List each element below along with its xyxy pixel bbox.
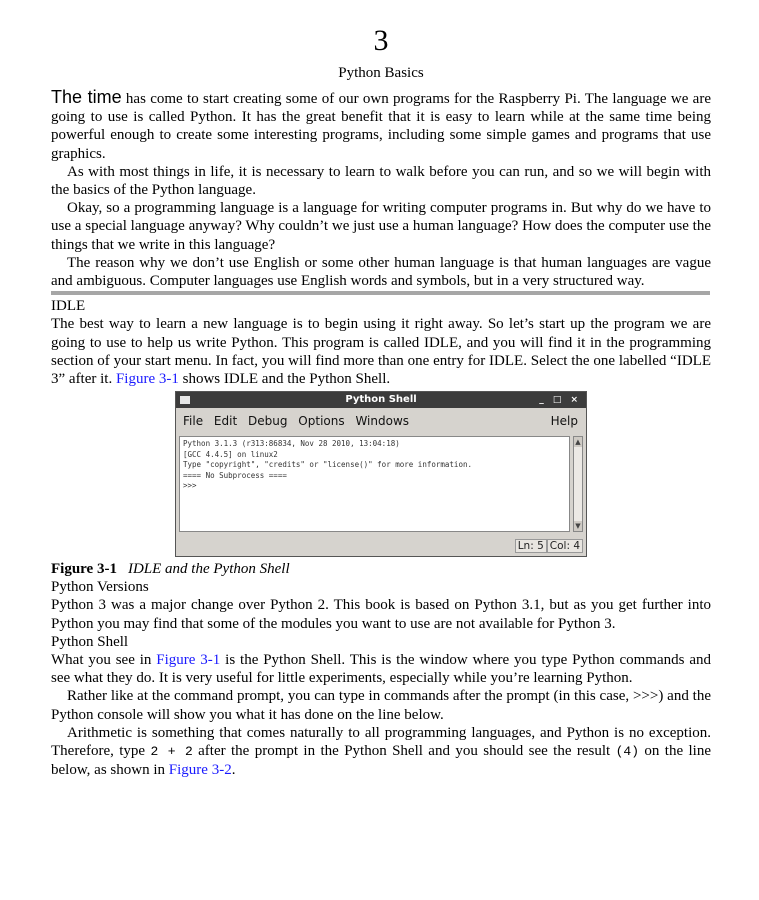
vertical-scrollbar[interactable] [573, 436, 583, 532]
versions-paragraph: Python 3 was a major change over Python 2. This book is based on Python 3.1, but as you get further into Python you may find that some of the modules you want to use are not available for Python 3. [51, 597, 711, 632]
shell-statusbar [515, 539, 583, 553]
shell-paragraph-3 [51, 724, 711, 780]
status-line: Ln: 5 [515, 539, 547, 553]
shell-titlebar [176, 392, 586, 408]
idle-heading: IDLE [51, 298, 86, 315]
menu-edit[interactable]: Edit [213, 414, 238, 429]
page [51, 0, 711, 779]
figure-caption [51, 560, 711, 578]
intro-paragraph-1 [51, 88, 711, 163]
menu-options[interactable]: Options [298, 414, 345, 429]
shell-line: Python 3.1.3 (r313:86834, Nov 28 2010, 13:04:18) [183, 439, 400, 449]
shell-line: Type "copyright", "credits" or "license()" for more information. [183, 460, 472, 470]
menu-windows[interactable]: Windows [355, 414, 410, 429]
chapter-title: Python Basics [338, 65, 424, 81]
menu-file[interactable]: File [183, 414, 204, 429]
chapter-number: 3 [373, 24, 389, 57]
figure-3-1-link[interactable]: Figure 3-1 [156, 652, 221, 669]
shell-p3-a: Arithmetic is something that comes naturally to all programming languages, and Python is no exception. Therefore, type [51, 724, 711, 760]
shell-title: Python Shell [345, 394, 417, 406]
status-column: Col: 4 [547, 539, 583, 553]
scroll-up-icon[interactable]: ▲ [575, 438, 581, 447]
shell-line: [GCC 4.4.5] on linux2 [183, 449, 278, 459]
intro-paragraph-3: Okay, so a programming language is a language for writing computer programs in. But why do we have to use a special language anyway? Why couldn’t we just use a human language? How does the computer use the things that we write in this language? [51, 200, 711, 253]
idle-paragraph [51, 315, 711, 388]
idle-text-a: The best way to learn a new language is to begin using it right away. So let’s start up the program we are going to use to help us write Python. This program is called IDLE, and you will find it in the programming section of your start menu. In fact, you will find more than one entry for IDLE. Select the one labelled “IDLE 3” after it. [51, 316, 711, 388]
intro-lead: The time [51, 87, 122, 107]
shell-paragraph-1 [51, 651, 711, 687]
code-result: (4) [615, 744, 639, 760]
shell-paragraph-2: Rather like at the command prompt, you can type in commands after the prompt (in this case, >>>) and the Python console will show you what it has done on the line below. [51, 688, 711, 723]
code-2-plus-2: 2 + 2 [150, 744, 193, 760]
idle-text-b: shows IDLE and the Python Shell. [178, 371, 391, 388]
figure-label: Figure 3-1 [51, 561, 117, 578]
menu-debug[interactable]: Debug [248, 414, 288, 429]
intro-p1-text: has come to start creating some of our own programs for the Raspberry Pi. The language we are going to use is called Python. It has the great benefit that it is easy to learn while at the same time being powerful enough to create some interesting programs, including some simple games and programs that use graphics. [51, 91, 711, 162]
shell-p1-b: is the Python Shell. This is the window where you type Python commands and see what they do. It is very useful for little experiments, especially while you’re learning Python. [51, 652, 711, 687]
figure-caption-text: IDLE and the Python Shell [127, 561, 290, 578]
intro-paragraph-4: The reason why we don’t use English or some other human language is that human languages are vague and ambiguous. Computer languages use English words and symbols, but in a very structured way. [51, 254, 711, 290]
shell-menubar [176, 408, 586, 434]
shell-p1-a: What you see in [51, 652, 157, 669]
menu-help[interactable]: Help [550, 414, 578, 429]
scroll-down-icon[interactable]: ▼ [575, 522, 581, 531]
shell-p3-d: . [231, 762, 236, 779]
shell-prompt: >>> [183, 481, 197, 491]
figure-3-1-link[interactable]: Figure 3-1 [115, 371, 179, 388]
shell-line: ==== No Subprocess ==== [183, 470, 287, 480]
shell-heading: Python Shell [51, 633, 129, 650]
intro-paragraph-2: As with most things in life, it is necessary to learn to walk before you can run, and so we will begin with the basics of the Python language. [51, 163, 711, 199]
shell-text-area[interactable] [179, 436, 570, 532]
shell-p3-b: after the prompt in the Python Shell and you should see the result [192, 743, 616, 760]
shell-p3-c: on the line below, as shown in [51, 743, 711, 779]
section-divider [51, 291, 710, 295]
window-menu-icon[interactable] [180, 396, 190, 404]
versions-heading: Python Versions [51, 579, 149, 596]
python-shell-screenshot [175, 391, 587, 557]
window-controls[interactable]: _ □ × [539, 395, 581, 406]
figure-3-2-link[interactable]: Figure 3-2 [168, 762, 232, 779]
